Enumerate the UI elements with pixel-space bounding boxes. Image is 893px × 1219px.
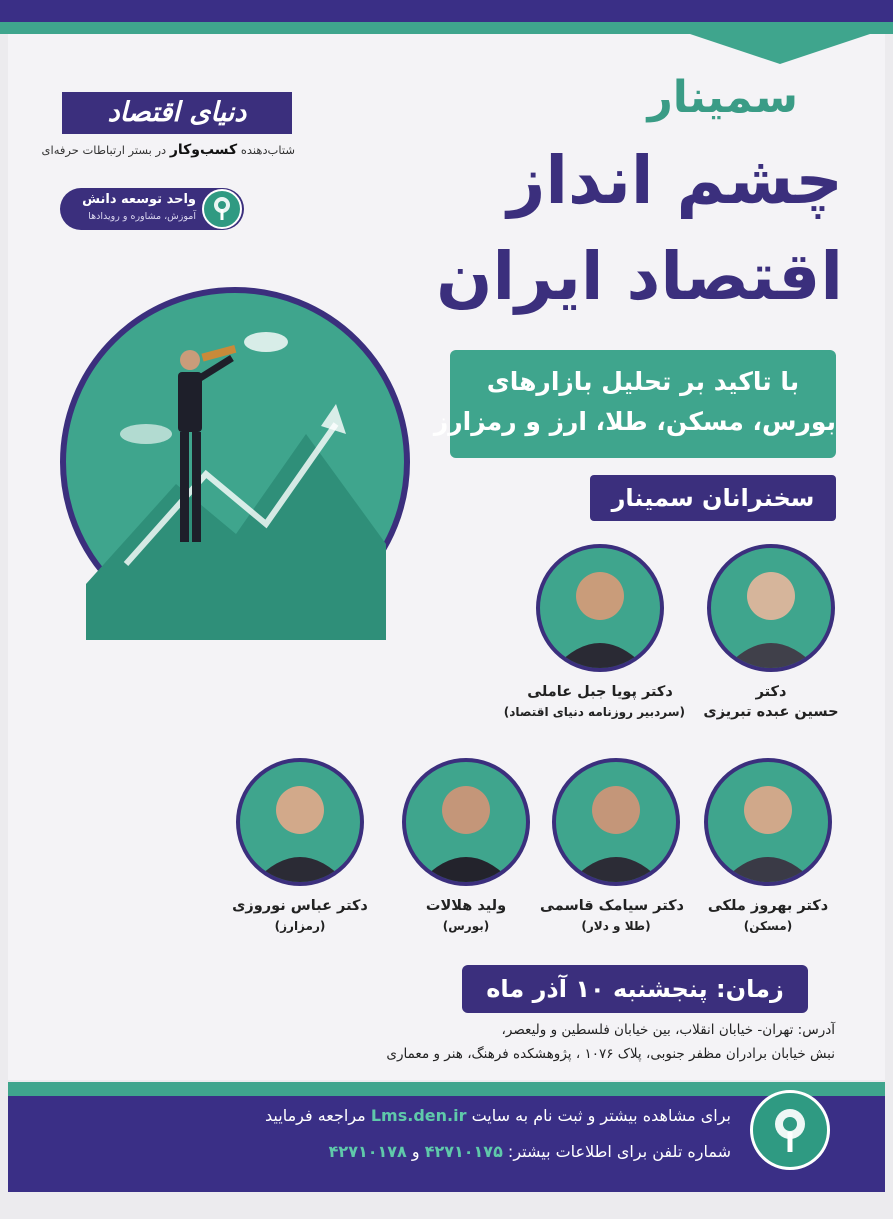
speaker-name: دکتر بهروز ملکی: [707, 898, 829, 914]
speaker-photo: [402, 758, 530, 886]
tagline-suffix: در بستر ارتباطات حرفه‌ای: [41, 143, 167, 157]
brand-logo: دنیای اقتصاد: [62, 92, 292, 134]
speaker-role: (طلا و دلار): [581, 919, 651, 933]
top-stripe: [0, 22, 893, 34]
speaker-card: [540, 758, 684, 936]
speaker-photo: [704, 758, 832, 886]
bottom-margin: [0, 1192, 893, 1219]
speaker-card: [232, 758, 368, 936]
speaker-role: (مسکن): [743, 919, 793, 933]
footer-stripe: [8, 1082, 885, 1096]
tree-icon: [750, 1090, 830, 1170]
title-line-1: چشم انداز: [507, 142, 843, 219]
seminar-label: سمینار: [647, 72, 798, 123]
subtitle-line-2: بورس، مسکن، طلا، ارز و رمزارز: [433, 407, 836, 436]
knowledge-unit-badge: [60, 188, 244, 230]
footer-line1-prefix: برای مشاهده بیشتر و ثبت نام به سایت: [471, 1106, 731, 1125]
phone-conjunction: و: [411, 1142, 420, 1161]
website-link[interactable]: Lms.den.ir: [370, 1106, 467, 1125]
address-line-1: آدرس: تهران- خیابان انقلاب، بین خیابان فلسطین و ولیعصر،: [501, 1022, 835, 1038]
tagline-bold: کسب‌وکار: [169, 142, 238, 158]
phone-number-2: ۴۲۷۱۰۱۷۸: [328, 1142, 407, 1161]
speaker-name: ولید هلالات: [425, 898, 507, 914]
tree-icon: [202, 189, 242, 229]
phone-number-1: ۴۲۷۱۰۱۷۵: [424, 1142, 503, 1161]
speaker-card: [398, 758, 534, 936]
footer-registration-line: [265, 1106, 731, 1125]
speaker-card: [700, 758, 836, 936]
tagline-prefix: شتاب‌دهنده: [240, 143, 295, 157]
speaker-card: [503, 544, 685, 722]
speaker-role: (رمزارز): [274, 919, 326, 933]
speaker-name: دکتر پویا جبل عاملی: [527, 684, 673, 700]
speaker-name: دکتر سیامک قاسمی: [540, 898, 684, 914]
speaker-name: دکتر عباس نوروزی: [232, 898, 368, 914]
subtitle-box: [433, 350, 836, 458]
speaker-photo: [552, 758, 680, 886]
speakers-heading: سخنرانان سمینار: [590, 475, 836, 521]
speaker-role: (سردبیر روزنامه دنیای اقتصاد): [503, 705, 685, 719]
top-band: [0, 0, 893, 22]
event-address: [195, 1018, 835, 1066]
footer-line1-suffix: مراجعه فرمایید: [265, 1106, 366, 1125]
subtitle-line-1: با تاکید بر تحلیل بازارهای: [486, 367, 800, 396]
footer-line2-prefix: شماره تلفن برای اطلاعات بیشتر:: [507, 1142, 731, 1161]
unit-subtitle: آموزش، مشاوره و رویدادها: [88, 211, 196, 222]
hero-illustration: [46, 284, 424, 640]
title-line-2: اقتصاد ایران: [436, 238, 843, 315]
speaker-name: دکتر: [755, 684, 787, 700]
unit-title: واحد توسعه دانش: [82, 192, 196, 207]
speaker-photo: [536, 544, 664, 672]
speaker-name-2: حسین عبده تبریزی: [703, 704, 839, 720]
speaker-photo: [236, 758, 364, 886]
footer-phone-line: [329, 1142, 731, 1161]
brand-tagline: [30, 142, 295, 158]
speaker-photo: [707, 544, 835, 672]
address-line-2: نبش خیابان برادران مظفر جنوبی، پلاک ۱۰۷۶ ، پژوهشکده فرهنگ، هنر و معماری: [386, 1046, 835, 1062]
speaker-card: [703, 544, 839, 722]
event-time: زمان: پنجشنبه ۱۰ آذر ماه: [462, 965, 808, 1013]
speaker-role: (بورس): [442, 919, 490, 933]
